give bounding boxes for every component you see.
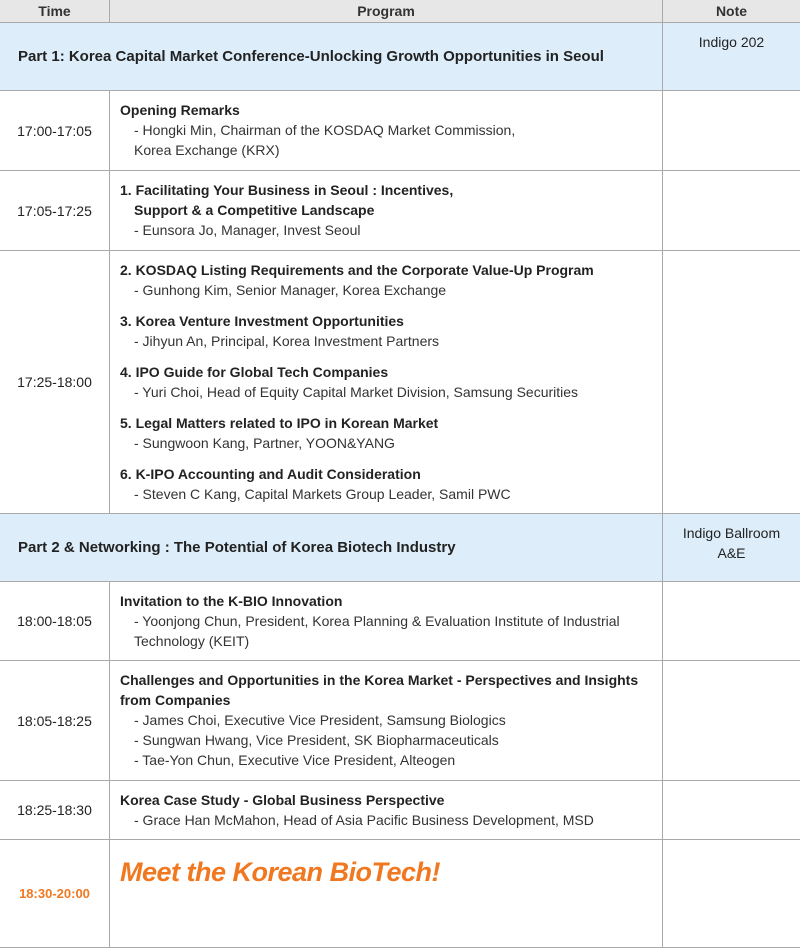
networking-program [110, 840, 663, 948]
session-title: 3. Korea Venture Investment Opportunities [120, 311, 662, 331]
session-note [663, 781, 800, 840]
speaker-line: - James Choi, Executive Vice President, Samsung Biologics [120, 710, 662, 730]
speaker-line: Korea Exchange (KRX) [120, 140, 662, 160]
session-title: Korea Case Study - Global Business Perspective [120, 790, 662, 810]
speaker-line: Technology (KEIT) [120, 631, 662, 651]
session-time: 18:25-18:30 [0, 781, 110, 840]
networking-row [0, 840, 800, 948]
part2-title: Part 2 & Networking : The Potential of Korea Biotech Industry [0, 514, 663, 582]
session-program [110, 91, 663, 171]
speaker-line: - Sungwan Hwang, Vice President, SK Biopharmaceuticals [120, 730, 662, 750]
networking-headline: Meet the Korean BioTech! [120, 840, 662, 882]
part2-note [663, 514, 800, 582]
speaker-line: - Grace Han McMahon, Head of Asia Pacific Business Development, MSD [120, 810, 662, 830]
session-title: Invitation to the K-BIO Innovation [120, 591, 662, 611]
table-row [0, 661, 800, 781]
header-time: Time [0, 0, 110, 23]
session-title: 1. Facilitating Your Business in Seoul : Incentives, [120, 180, 662, 200]
header-row [0, 0, 800, 23]
part1-note: Indigo 202 [663, 23, 800, 91]
speaker-line: - Yoonjong Chun, President, Korea Planning & Evaluation Institute of Industrial [120, 611, 662, 631]
speaker-line: - Jihyun An, Principal, Korea Investment Partners [120, 331, 662, 351]
session-item [120, 180, 662, 240]
session-note [663, 91, 800, 171]
session-time: 17:05-17:25 [0, 171, 110, 251]
session-item [120, 100, 662, 160]
session-note [663, 582, 800, 661]
session-note [663, 171, 800, 251]
session-program [110, 661, 663, 781]
speaker-line: - Hongki Min, Chairman of the KOSDAQ Market Commission, [120, 120, 662, 140]
header-note: Note [663, 0, 800, 23]
speaker-line: - Sungwoon Kang, Partner, YOON&YANG [120, 433, 662, 453]
part1-row [0, 23, 800, 91]
session-title: 6. K-IPO Accounting and Audit Consideration [120, 464, 662, 484]
session-time: 18:00-18:05 [0, 582, 110, 661]
part1-title: Part 1: Korea Capital Market Conference-Unlocking Growth Opportunities in Seoul [0, 23, 663, 91]
part2-note-line1: Indigo Ballroom [663, 523, 800, 543]
table-row [0, 251, 800, 514]
part2-note-line2: A&E [663, 543, 800, 563]
session-time: 18:05-18:25 [0, 661, 110, 781]
session-item [120, 362, 662, 402]
session-title: 5. Legal Matters related to IPO in Korean Market [120, 413, 662, 433]
networking-time: 18:30-20:00 [0, 840, 110, 948]
speaker-line: - Steven C Kang, Capital Markets Group Leader, Samil PWC [120, 484, 662, 504]
session-item [120, 311, 662, 351]
session-item [120, 790, 662, 830]
speaker-line: - Eunsora Jo, Manager, Invest Seoul [120, 220, 662, 240]
speaker-line: - Gunhong Kim, Senior Manager, Korea Exchange [120, 280, 662, 300]
table-row [0, 171, 800, 251]
session-item [120, 670, 662, 770]
session-item [120, 260, 662, 300]
table-row [0, 781, 800, 840]
session-note [663, 661, 800, 781]
session-item [120, 464, 662, 504]
session-title: 2. KOSDAQ Listing Requirements and the Corporate Value-Up Program [120, 260, 662, 280]
speaker-line: - Tae-Yon Chun, Executive Vice President, Alteogen [120, 750, 662, 770]
table-row [0, 91, 800, 171]
session-note [663, 251, 800, 514]
session-title-cont: from Companies [120, 690, 662, 710]
session-time: 17:00-17:05 [0, 91, 110, 171]
networking-note [663, 840, 800, 948]
session-title: 4. IPO Guide for Global Tech Companies [120, 362, 662, 382]
session-program [110, 781, 663, 840]
session-program [110, 171, 663, 251]
session-title-cont: Support & a Competitive Landscape [120, 200, 662, 220]
session-item [120, 591, 662, 651]
session-time: 17:25-18:00 [0, 251, 110, 514]
session-program [110, 251, 663, 514]
part2-row [0, 514, 800, 582]
session-program [110, 582, 663, 661]
table-row [0, 582, 800, 661]
session-item [120, 413, 662, 453]
session-title: Challenges and Opportunities in the Korea Market - Perspectives and Insights [120, 670, 662, 690]
header-program: Program [110, 0, 663, 23]
session-title: Opening Remarks [120, 100, 662, 120]
speaker-line: - Yuri Choi, Head of Equity Capital Market Division, Samsung Securities [120, 382, 662, 402]
